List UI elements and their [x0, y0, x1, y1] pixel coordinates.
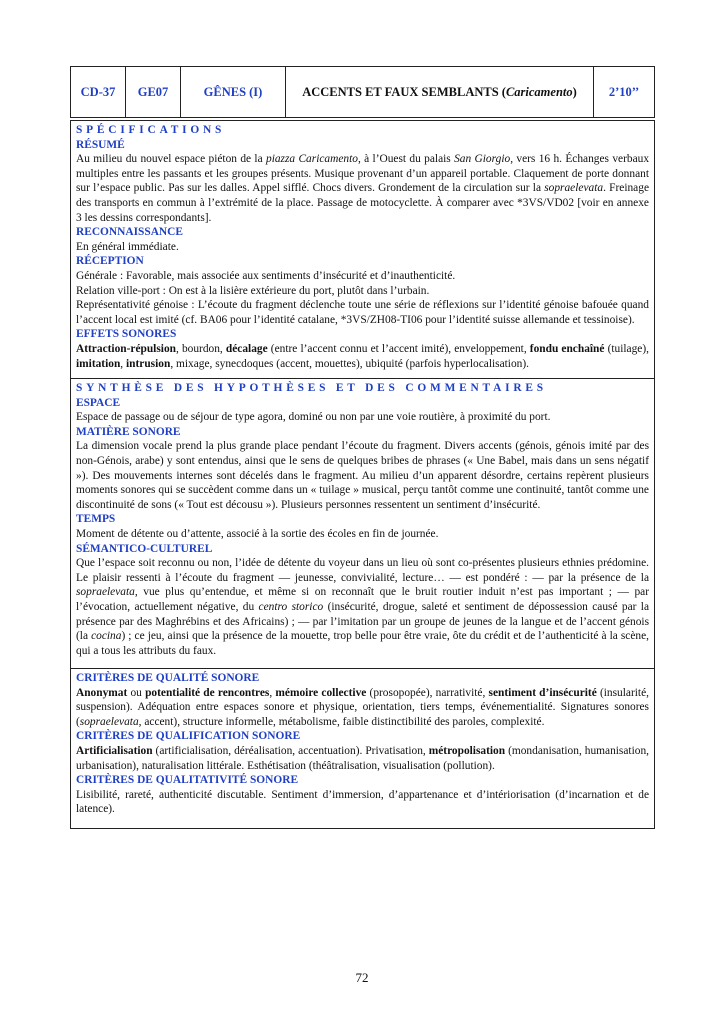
matiere-text: La dimension vocale prend la plus grande place pendant l’écoute du fragment. Divers accents (génois, génois imité par des non-Génois, arabe) y sont entendus, ainsi que le sens de quelques bribes de phrases (« Une Babel, mais dans un sens négatif »). Des mouvements internes sont décelés dans le fragment. Au milieu d’un apparent désordre, certains repèrent plusieurs moments sonores qui se succèdent comme dans un « tuilage » musical, perçu tantôt comme une continuité, tantôt comme une discontinuité de sons (« Tout est décousu »). Plusieurs personnes ressentent un sentiment d’insécurité.	[76, 440, 649, 511]
reception-ville-port: Relation ville-port : On est à la lisière extérieure du port, plutôt dans l’urbain.	[76, 284, 430, 297]
header-title-main: ACCENTS ET FAUX SEMBLANTS (	[302, 84, 506, 99]
qualite-text: Anonymat ou potentialité de rencontres, mémoire collective (prosopopée), narrativité, sentiment d’insécurité (insularité, suspension). Adéquation entre espaces sonore et physique, orientation, tiers temps, événementialité. Signatures sonores (sopraelevata, accent), structure informelle, métabolisme, faible distinctibilité des paroles, complexité.	[76, 686, 649, 728]
reception-general: Générale : Favorable, mais associée aux sentiments d’insécurité et d’inauthenticité.	[76, 269, 456, 282]
header-code: CD-37	[71, 67, 126, 117]
semantico-text: Que l’espace soit reconnu ou non, l’idée de détente du voyeur dans un lieu où sont co-présentes plusieurs ethnies prédomine. Le plaisir ressenti à l’écoute du fragment — jeunesse, convivialité, lecture… — est pondéré : — par la présence de la sopraelevata, vue plus qu’entendue, et même si on reconnaît que le bruit routier induit n’est pas important ; — par l’évocation, actuellement négative, du centro storico (insécurité, drogue, saleté et sentiment de dépossession causé par la présence par des Maghrébins et des Africains) ; — par l’imitation par un groupe de jeunes de la langue et de l’accent génois (la cocina) ; ce jeu, ainsi que la présence de la mouette, trop belle pour être vraie, ôte du crédit et de l’authenticité à la scène, qui a tous les attributs du faux.	[76, 557, 649, 657]
reception-title: RÉCEPTION	[76, 255, 144, 268]
synthese-heading: SYNTHÈSE DES HYPOTHÈSES ET DES COMMENTAIRES	[76, 382, 547, 394]
criteres-section	[70, 669, 655, 829]
qualification-text: Artificialisation (artificialisation, déréalisation, accentuation). Privatisation, métropolisation (mondanisation, humanisation, urbanisation), naturalisation littérale. Esthétisation (théâtralisation, visualisation (pollution).	[76, 744, 649, 772]
header-duration: 2’10’’	[608, 84, 640, 99]
header-title-close: )	[572, 84, 577, 99]
reconnaissance-title: RECONNAISSANCE	[76, 226, 183, 239]
effets-text: Attraction-répulsion, bourdon, décalage (entre l’accent connu et l’accent imité), enveloppement, fondu enchaîné (tuilage), imitation, intrusion, mixage, synecdoques (accent, mouettes), ubiquité (parfois hyperlocalisation).	[76, 342, 650, 370]
header-ref: GE07	[126, 67, 181, 117]
reconnaissance-text: En général immédiate.	[76, 240, 179, 253]
qualification-title: CRITÈRES DE QUALIFICATION SONORE	[76, 730, 301, 743]
specifications-heading: SPÉCIFICATIONS	[76, 124, 226, 136]
page-number: 72	[355, 970, 369, 985]
resume-text: Au milieu du nouvel espace piéton de la piazza Caricamento, à l’Ouest du palais San Giorgio, vers 16 h. Échanges verbaux multiples entre les passants et les groupes présents. Musique provenant d’un appareil portable. Claquement de porte donnant sur l’espace public. Pas sur les dalles. Appel sifflé. Chocs divers. Grondement de la circulation sur la sopraelevata. Freinage des transports en commun à l’extrémité de la place. Passage de motocyclette. À comparer avec *3VS/VD02 [voir en annexe 3 les dessins correspondants].	[76, 153, 650, 224]
temps-text: Moment de détente ou d’attente, associé à la sortie des écoles en fin de journée.	[76, 527, 439, 540]
semantico-title: SÉMANTICO-CULTUREL	[76, 542, 213, 555]
reception-representativite: Représentativité génoise : L’écoute du fragment déclenche toute une série de réflexions sur l’identité génoise bafouée quand l’accent local est imité (cf. BA06 pour l’identité catalane, *3VS/ZH08-TI06 pour l’identité suisse allemande et tessinoise).	[76, 299, 649, 326]
header-title-italic: Caricamento	[505, 84, 573, 99]
espace-title: ESPACE	[76, 396, 121, 409]
espace-text: Espace de passage ou de séjour de type agora, dominé ou non par une voie routière, à proximité du port.	[76, 411, 551, 424]
effets-title: EFFETS SONORES	[76, 328, 177, 341]
qualitativite-title: CRITÈRES DE QUALITATIVITÉ SONORE	[76, 774, 299, 787]
specifications-section	[70, 120, 655, 379]
qualite-title: CRITÈRES DE QUALITÉ SONORE	[76, 672, 260, 684]
temps-title: TEMPS	[76, 513, 116, 526]
resume-title: RÉSUMÉ	[76, 138, 125, 151]
header-title	[286, 67, 594, 117]
header-city: GÊNES (I)	[181, 67, 286, 117]
synthese-section	[70, 379, 655, 669]
header-table	[70, 66, 655, 118]
matiere-title: MATIÈRE SONORE	[76, 425, 181, 438]
qualitativite-text: Lisibilité, rareté, authenticité discutable. Sentiment d’immersion, d’appartenance et d’intériorisation (d’incarnation et de latence).	[76, 788, 649, 816]
